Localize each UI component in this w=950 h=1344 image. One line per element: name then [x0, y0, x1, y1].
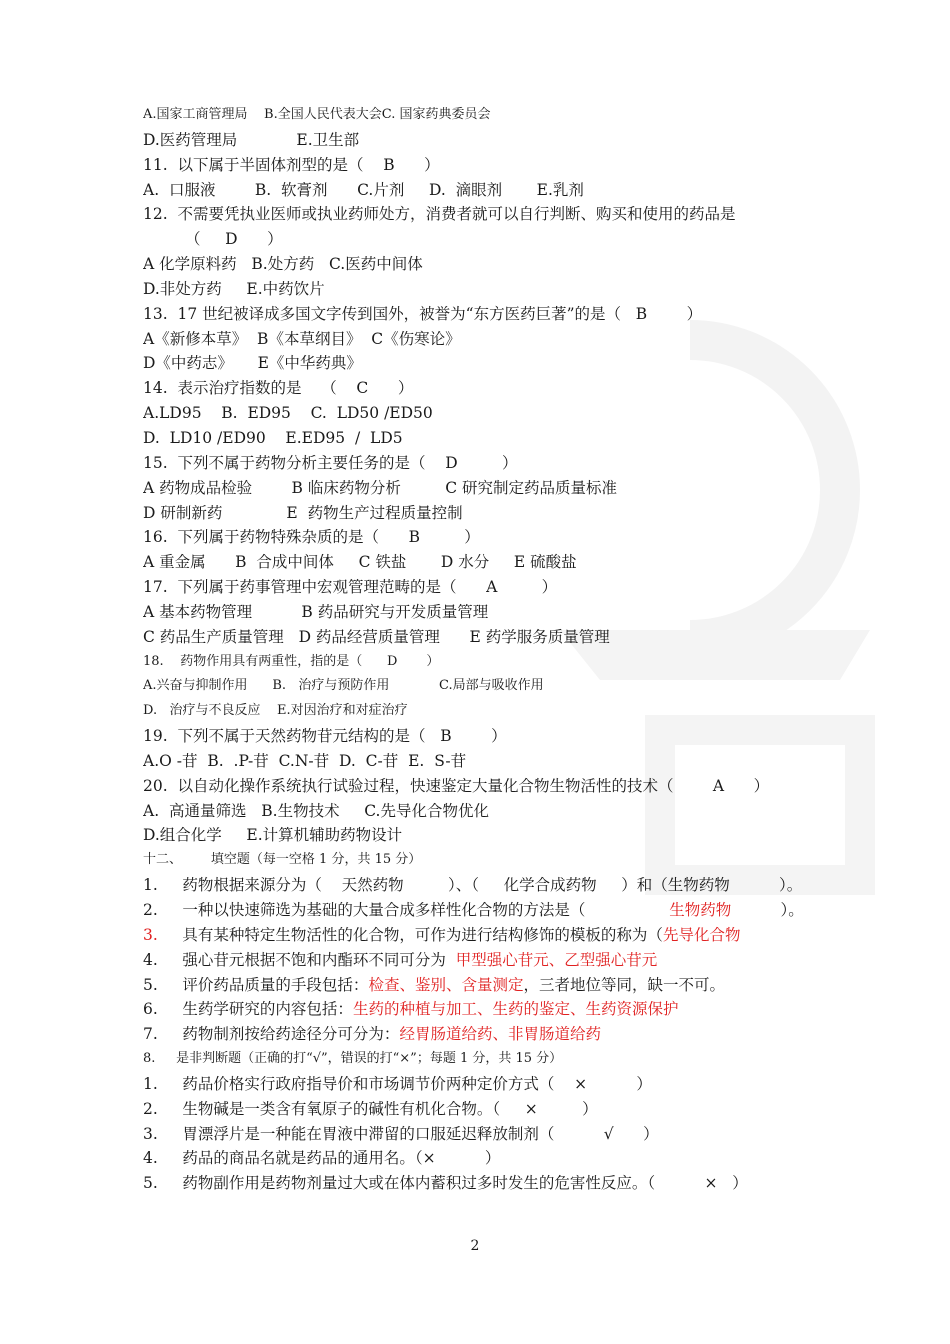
answer-text: 生物药物 — [669, 901, 732, 919]
text-line: 16. 下列属于药物特殊杂质的是（ B ） — [143, 528, 480, 547]
line-text: 6. 生药学研究的内容包括： — [143, 1000, 353, 1019]
text-line: A.兴奋与抑制作用 B. 治疗与预防作用 C.局部与吸收作用 — [143, 678, 544, 694]
text-line: 12. 不需要凭执业医师或执业药师处方，消费者就可以自行判断、购买和使用的药品是 — [143, 205, 736, 224]
text-line: A. 口服液 B. 软膏剂 C.片剂 D. 滴眼剂 E.乳剂 — [143, 180, 584, 199]
text-line: 1. 药物根据来源分为（ 天然药物 ）、（ 化学合成药物 ）和（生物药物 ）。 — [143, 876, 803, 895]
text-line: 14. 表示治疗指数的是 （ C ） — [143, 379, 414, 398]
text-line: A 重金属 B 合成中间体 C 铁盐 D 水分 E 硫酸盐 — [143, 553, 577, 572]
text-line: 8. 是非判断题（正确的打“√”，错误的打“×”；每题 1 分，共 15 分） — [143, 1051, 563, 1067]
text-line: 1. 药品价格实行政府指导价和市场调节价两种定价方式（ × ） — [143, 1074, 652, 1093]
text-line: 2. 生物碱是一类含有氧原子的碱性有机化合物。（ × ） — [143, 1099, 598, 1118]
text-line: 十二、 填空题（每一空格 1 分，共 15 分） — [143, 852, 422, 868]
page-number: 2 — [470, 1238, 480, 1254]
text-line — [143, 898, 833, 923]
text-line: A《新修本草》 B《本草纲目》 C《伤寒论》 — [143, 329, 461, 348]
text-line: A.O -苷 B. .P-苷 C.N-苷 D. C-苷 E. S-苷 — [143, 751, 467, 770]
text-line: 18. 药物作用具有两重性，指的是（ D ） — [143, 653, 440, 669]
text-line: C 药品生产质量管理 D 药品经营质量管理 E 药学服务质量管理 — [143, 627, 610, 646]
text-line: D.非处方药 E.中药饮片 — [143, 279, 325, 298]
text-line: 11. 以下属于半固体剂型的是（ B ） — [143, 155, 440, 174]
answer-text: 3. — [143, 925, 158, 944]
text-line — [143, 948, 833, 973]
text-line: 15. 下列不属于药物分析主要任务的是（ D ） — [143, 453, 518, 472]
text-line: 4. 药品的商品名就是药品的通用名。（× ） — [143, 1149, 501, 1168]
text-line — [143, 1022, 833, 1047]
question-lines — [143, 103, 833, 1196]
text-line: A 药物成品检验 B 临床药物分析 C 研究制定药品质量标准 — [143, 478, 617, 497]
line-text: 4. 强心苷元根据不饱和内酯环不同可分为 — [143, 950, 456, 969]
line-text: 7. 药物制剂按给药途径分可分为： — [143, 1025, 400, 1044]
text-line: D.医药管理局 E.卫生部 — [143, 130, 360, 149]
line-text: ，三者地位等同，缺一不可。 — [523, 975, 725, 994]
text-line: 3. 胃漂浮片是一种能在胃液中滞留的口服延迟释放制剂（ √ ） — [143, 1124, 659, 1143]
text-line — [143, 973, 833, 998]
line-text: 2. 一种以快速筛选为基础的大量合成多样性化合物的方法是（ — [143, 901, 670, 919]
text-line: 17. 下列属于药事管理中宏观管理范畴的是（ A ） — [143, 578, 558, 597]
text-line: 20. 以自动化操作系统执行试验过程，快速鉴定大量化合物生物活性的技术（ A ） — [143, 776, 770, 795]
text-line: （ D ） — [185, 230, 283, 249]
line-text: ）。 — [731, 901, 804, 919]
answer-text: 经胃肠道给药、非胃肠道给药 — [399, 1025, 601, 1044]
text-line: 13. 17 世纪被译成多国文字传到国外，被誉为“东方医药巨著”的是（ B ） — [143, 304, 703, 323]
text-line: A. 高通量筛选 B.生物技术 C.先导化合物优化 — [143, 801, 489, 820]
text-line: 5. 药物副作用是药物剂量过大或在体内蓄积过多时发生的危害性反应。（ × ） — [143, 1174, 748, 1193]
text-line: A.国家工商管理局 B.全国人民代表大会C. 国家药典委员会 — [143, 107, 491, 122]
answer-text: 先导化合物 — [662, 925, 741, 944]
text-line: D《中药志》 E《中华药典》 — [143, 354, 362, 373]
text-line: D 研制新药 E 药物生产过程质量控制 — [143, 503, 463, 522]
answer-text: 甲型强心苷元、乙型强心苷元 — [455, 950, 658, 969]
text-line: 19. 下列不属于天然药物苷元结构的是（ B ） — [143, 727, 507, 746]
text-line: A 基本药物管理 B 药品研究与开发质量管理 — [143, 602, 489, 621]
text-line: D. 治疗与不良反应 E.对因治疗和对症治疗 — [143, 703, 408, 719]
text-line: D.组合化学 E.计算机辅助药物设计 — [143, 826, 403, 845]
line-text: 具有某种特定生物活性的化合物，可作为进行结构修饰的模板的称为（ — [157, 925, 663, 944]
text-line — [143, 923, 833, 948]
text-line: D. LD10 /ED90 E.ED95 / LD5 — [143, 428, 403, 447]
answer-text: 生药的种植与加工、生药的鉴定、生药资源保护 — [352, 1000, 679, 1019]
text-line — [143, 997, 833, 1022]
line-text: 5. 评价药品质量的手段包括： — [143, 975, 369, 994]
text-line: A.LD95 B. ED95 C. LD50 /ED50 — [143, 404, 433, 423]
text-line: A 化学原料药 B.处方药 C.医药中间体 — [143, 255, 423, 274]
answer-text: 检查、鉴别、含量测定 — [368, 975, 524, 994]
